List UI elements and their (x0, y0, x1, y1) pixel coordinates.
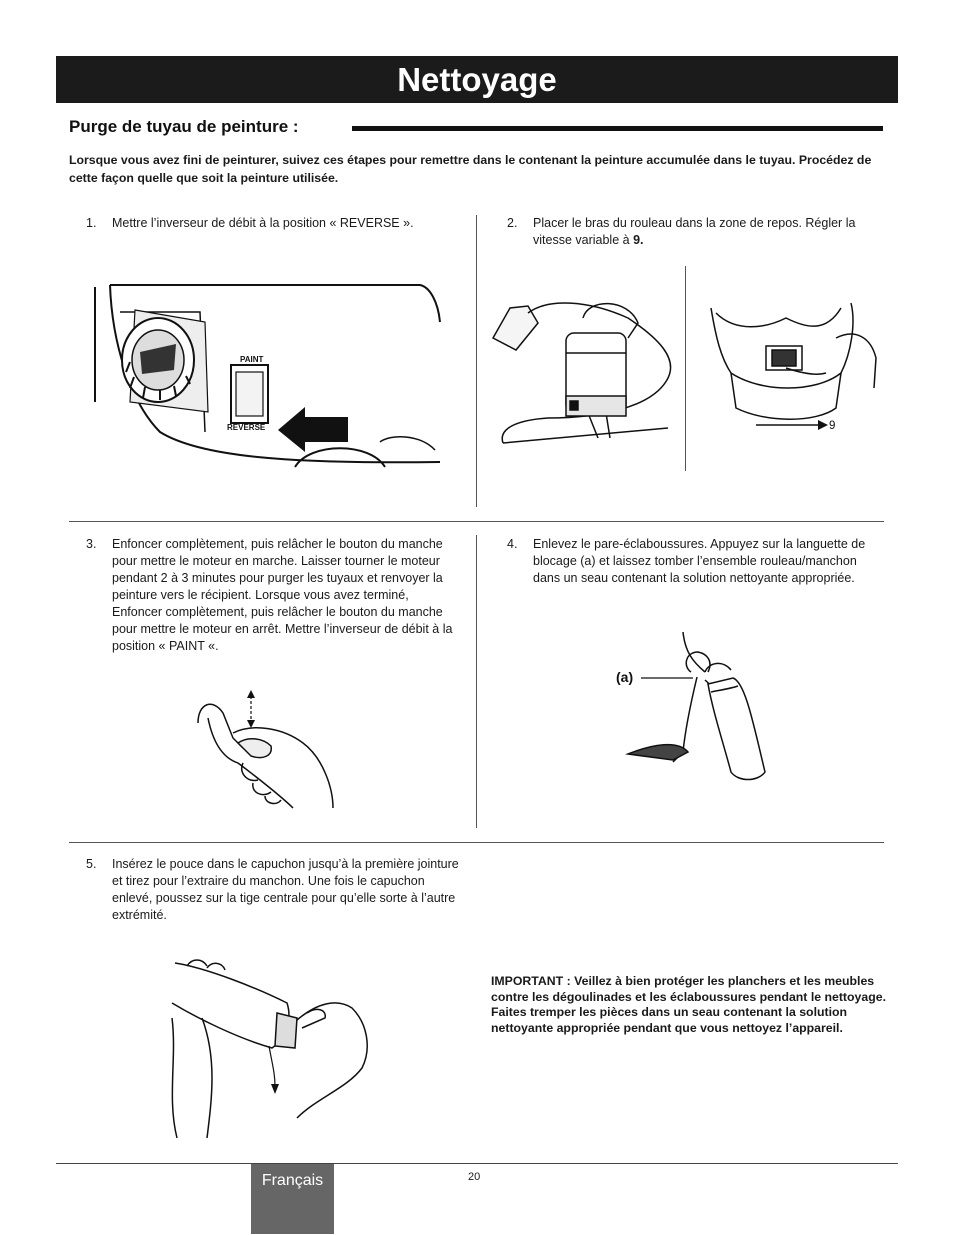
figure-roller-rest (488, 278, 678, 450)
latch-label: (a) (616, 669, 634, 685)
row-divider-1 (69, 521, 884, 522)
switch-label-paint: PAINT (240, 355, 264, 364)
arrow-left-icon (278, 407, 348, 452)
important-note: IMPORTANT : Veillez à bien protéger les planchers et les meubles contre les dégoulinades et les éclaboussures pendant le nettoyage. Faites tremper les pièces dans un seau contenant la solution nettoyante appropriée pendant que vous nettoyez l’appareil. (491, 974, 886, 1035)
page-title: Nettoyage (56, 56, 898, 103)
column-divider-row1 (476, 215, 477, 507)
step-3-number: 3. (86, 537, 97, 551)
step-5-number: 5. (86, 857, 97, 871)
step-2-number: 2. (507, 216, 518, 230)
adjustment-knob-icon (122, 318, 194, 402)
row-divider-2 (69, 842, 884, 843)
step-2-speed-value: 9. (633, 233, 644, 247)
arrow-down-icon (269, 1046, 279, 1094)
footer-rule (56, 1163, 898, 1164)
step-4-number: 4. (507, 537, 518, 551)
heading-rule (352, 126, 883, 131)
step-2-text-prefix: Placer le bras du rouleau dans la zone de repos. Régler la vitesse variable à (533, 216, 856, 247)
step-1-number: 1. (86, 216, 97, 230)
step-5-text: Insérez le pouce dans le capuchon jusqu’à la première jointure et tirez pour l’extraire du manchon. Une fois le capuchon enlevé, poussez sur la tige centrale pour qu’elle sorte à l’autre extrémité. (112, 857, 459, 922)
figure-cap-removal (167, 958, 379, 1144)
figure-handle-trigger (193, 688, 338, 810)
step-1-text: Mettre l’inverseur de débit à la position « REVERSE ». (112, 216, 414, 230)
arrow-right-icon (756, 420, 828, 430)
step-2-text (533, 215, 885, 249)
intro-paragraph: Lorsque vous avez fini de peinturer, suivez ces étapes pour remettre dans le contenant la peinture accumulée dans le tuyau. Procédez de cette façon quelle que soit la peinture utilisée. (69, 153, 872, 185)
speed-label: 9 (829, 420, 836, 432)
figure-speed-dial (706, 298, 881, 443)
figure-flow-switch (90, 282, 442, 472)
figure-latch-release (613, 632, 778, 782)
column-divider-row2 (476, 535, 477, 828)
page-number: 20 (468, 1171, 481, 1183)
up-down-arrow-icon (247, 690, 255, 728)
step-4-text: Enlevez le pare-éclaboussures. Appuyez sur la languette de blocage (a) et laissez tomber l’ensemble rouleau/manchon dans un seau contenant la solution nettoyante appropriée. (533, 537, 866, 585)
step-3-text: Enfoncer complètement, puis relâcher le bouton du manche pour mettre le moteur en marche. Laisser tourner le moteur pendant 2 à 3 minutes pour purger les tuyaux et renvoyer la peinture vers le récipient. Lorsque vous avez terminé, Enfoncer complètement, puis relâcher le bouton du manche pour mettre le moteur en arrêt. Mettre l’inverseur de débit à la position « PAINT «. (112, 537, 453, 653)
switch-label-reverse: REVERSE (227, 423, 266, 432)
figure-divider (685, 266, 686, 471)
section-heading: Purge de tuyau de peinture : (69, 117, 299, 136)
paint-reverse-switch-icon (231, 365, 268, 423)
language-tab: Français (251, 1164, 334, 1234)
